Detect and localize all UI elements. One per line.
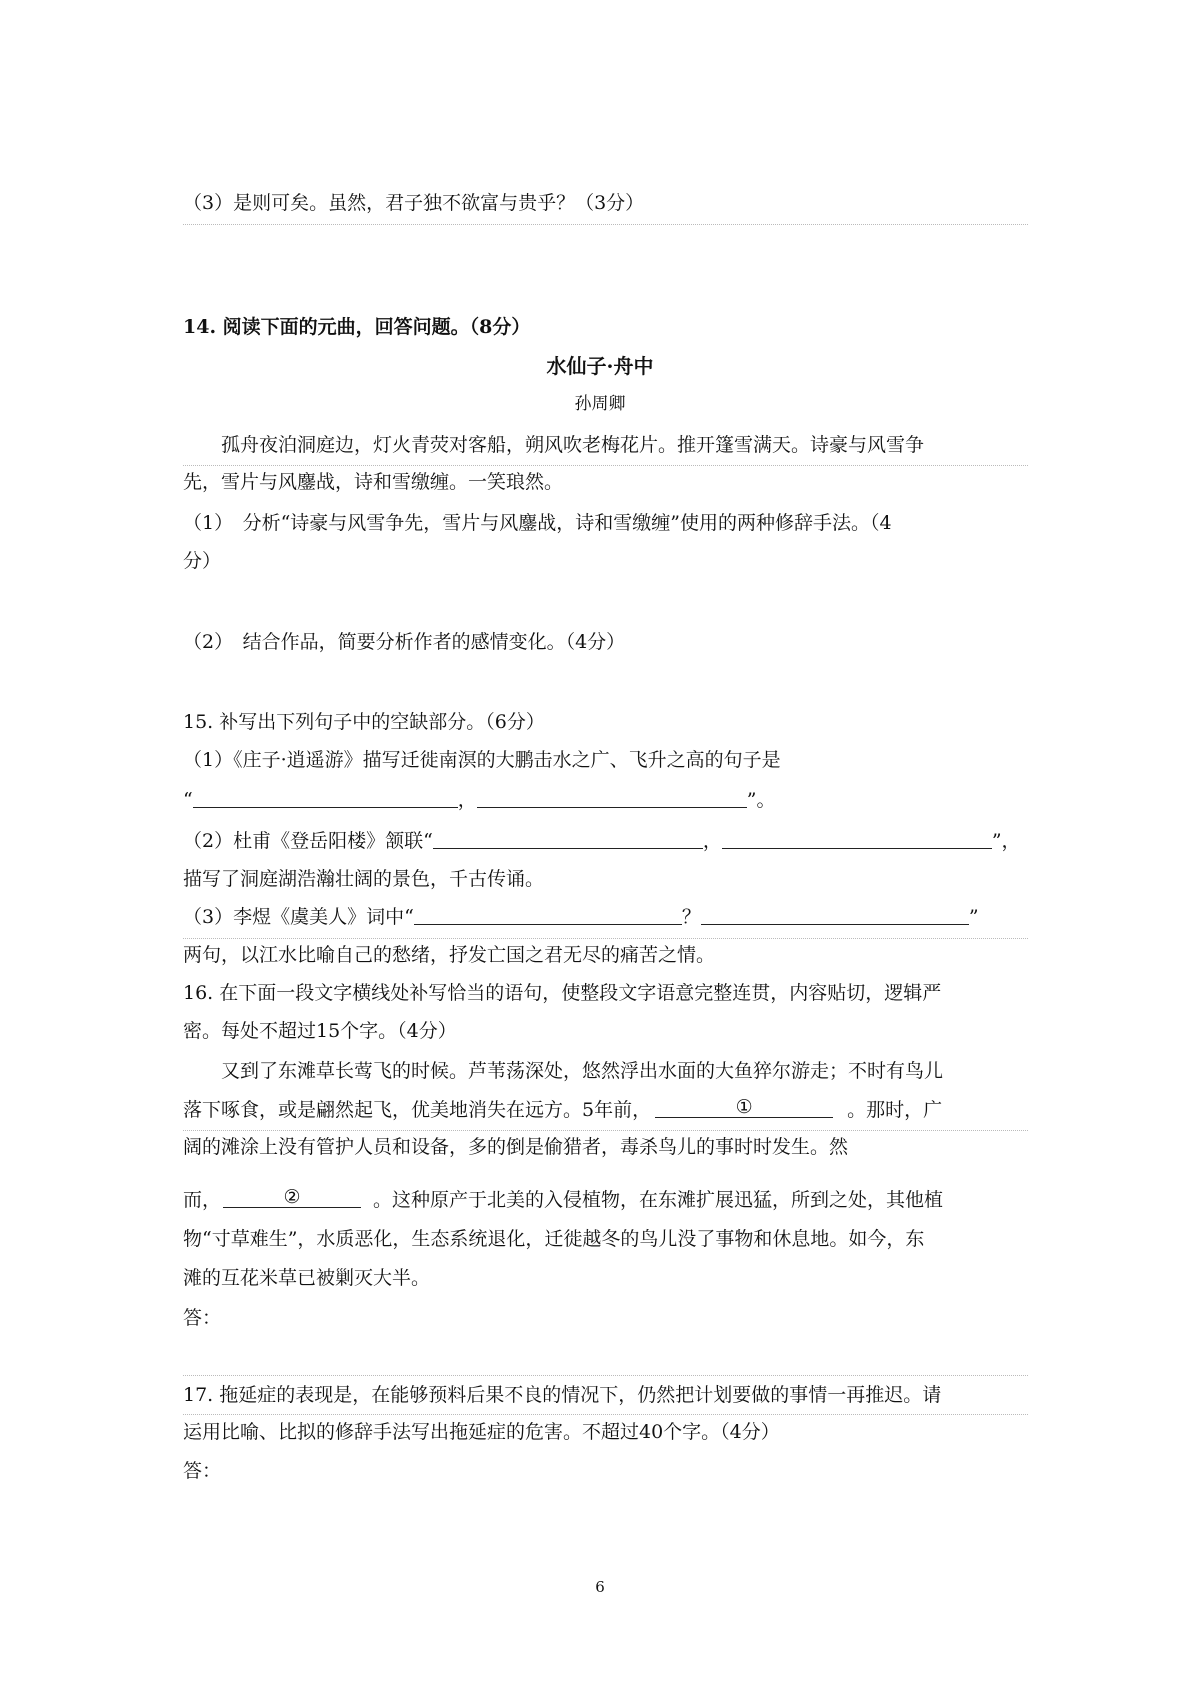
q16-para-line1: 又到了东滩草长莺飞的时候。芦苇荡深处，悠然浮出水面的大鱼猝尔游走；不时有鸟儿 — [221, 1060, 944, 1082]
q16-heading-line1: 16. 在下面一段文字横线处补写恰当的语句，使整段文字语意完整连贯，内容贴切，逻辑严 — [183, 982, 942, 1004]
q15-item2-prefix: （2）杜甫《登岳阳楼》颔联“ — [183, 830, 433, 852]
comma: ， — [702, 830, 722, 852]
q15-item1: （1）《庄子·逍遥游》描写迁徙南溟的大鹏击水之广、飞升之高的句子是 — [183, 749, 781, 771]
fill-blank-2b[interactable] — [722, 829, 992, 849]
dotted-rule — [183, 938, 1028, 939]
q13-item3: （3）是则可矣。虽然，君子独不欲富与贵乎？（3分） — [183, 192, 645, 214]
poem-line-1: 孤舟夜泊洞庭边，灯火青荧对客船，朔风吹老梅花片。推开篷雪满天。诗豪与风雪争 — [221, 434, 925, 456]
dotted-rule — [183, 1414, 1028, 1415]
poem-line-2: 先，雪片与风鏖战，诗和雪缴缠。一笑琅然。 — [183, 471, 564, 493]
q16-para-text: 。这种原产于北美的入侵植物，在东滩扩展迅猛，所到之处，其他植 — [373, 1189, 944, 1211]
fill-blank-3b[interactable] — [701, 905, 969, 925]
fill-blank-q16-1[interactable] — [655, 1098, 833, 1118]
q14-sub1-line2: 分） — [183, 550, 222, 572]
dotted-rule — [183, 1130, 1028, 1131]
q14-sub1-line1: （1） 分析“诗豪与风雪争先，雪片与风鏖战，诗和雪缴缠”使用的两种修辞手法。（4 — [183, 512, 892, 534]
q16-para-line5: 物“寸草难生”，水质恶化，生态系统退化，迁徙越冬的鸟儿没了事物和休息地。如今，东 — [183, 1228, 925, 1250]
fill-blank-2a[interactable] — [433, 829, 703, 849]
dotted-rule — [183, 465, 1028, 466]
q16-para-line2 — [183, 1097, 942, 1123]
comma: ， — [457, 789, 477, 811]
q16-para-line3: 阔的滩涂上没有管护人员和设备，多的倒是偷猎者，毒杀鸟儿的事时时发生。然 — [183, 1136, 849, 1158]
open-quote: “ — [183, 789, 193, 811]
q17-answer-label: 答： — [183, 1460, 222, 1482]
q15-heading: 15. 补写出下列句子中的空缺部分。（6分） — [183, 711, 545, 733]
q16-para-text: 。那时，广 — [847, 1099, 943, 1121]
fill-blank-3a[interactable] — [414, 905, 682, 925]
q16-para-text: 落下啄食，或是翩然起飞，优美地消失在远方。5年前， — [183, 1099, 652, 1121]
dotted-rule — [183, 224, 1028, 225]
q15-item3 — [183, 904, 979, 930]
fill-blank-1b[interactable] — [477, 788, 747, 808]
question-mark: ？ — [681, 906, 701, 928]
close-quote: ” — [968, 906, 979, 928]
q16-para-line6: 滩的互花米草已被剿灭大半。 — [183, 1267, 431, 1289]
close-quote: ”。 — [746, 789, 776, 811]
circled-2: ② — [283, 1186, 301, 1208]
q15-item3-prefix: （3）李煜《虞美人》词中“ — [183, 906, 414, 928]
circled-1: ① — [735, 1096, 753, 1118]
dotted-rule — [183, 1375, 1028, 1376]
fill-blank-1a[interactable] — [193, 788, 458, 808]
q17-line2: 运用比喻、比拟的修辞手法写出拖延症的危害。不超过40个字。（4分） — [183, 1421, 780, 1443]
q16-para-line4 — [183, 1187, 943, 1213]
poem-author: 孙周卿 — [574, 394, 626, 414]
page-number: 6 — [595, 1578, 605, 1596]
q16-para-text: 而， — [183, 1189, 222, 1211]
q14-sub2: （2） 结合作品，简要分析作者的感情变化。（4分） — [183, 631, 626, 653]
q15-item2-line2: 描写了洞庭湖浩瀚壮阔的景色，千古传诵。 — [183, 868, 545, 890]
q15-item3-line2: 两句，以江水比喻自己的愁绪，抒发亡国之君无尽的痛苦之情。 — [183, 944, 716, 966]
close-quote: ”， — [991, 830, 1021, 852]
q15-item2 — [183, 828, 1021, 854]
q15-item1-blanks — [183, 787, 775, 813]
q14-heading: 14. 阅读下面的元曲，回答问题。（8分） — [183, 316, 531, 338]
fill-blank-q16-2[interactable] — [223, 1188, 361, 1208]
q17-line1: 17. 拖延症的表现是，在能够预料后果不良的情况下，仍然把计划要做的事情一再推迟。请 — [183, 1384, 942, 1406]
poem-title: 水仙子·舟中 — [546, 354, 654, 378]
q16-heading-line2: 密。每处不超过15个字。（4分） — [183, 1020, 457, 1042]
q16-answer-label: 答： — [183, 1307, 222, 1329]
